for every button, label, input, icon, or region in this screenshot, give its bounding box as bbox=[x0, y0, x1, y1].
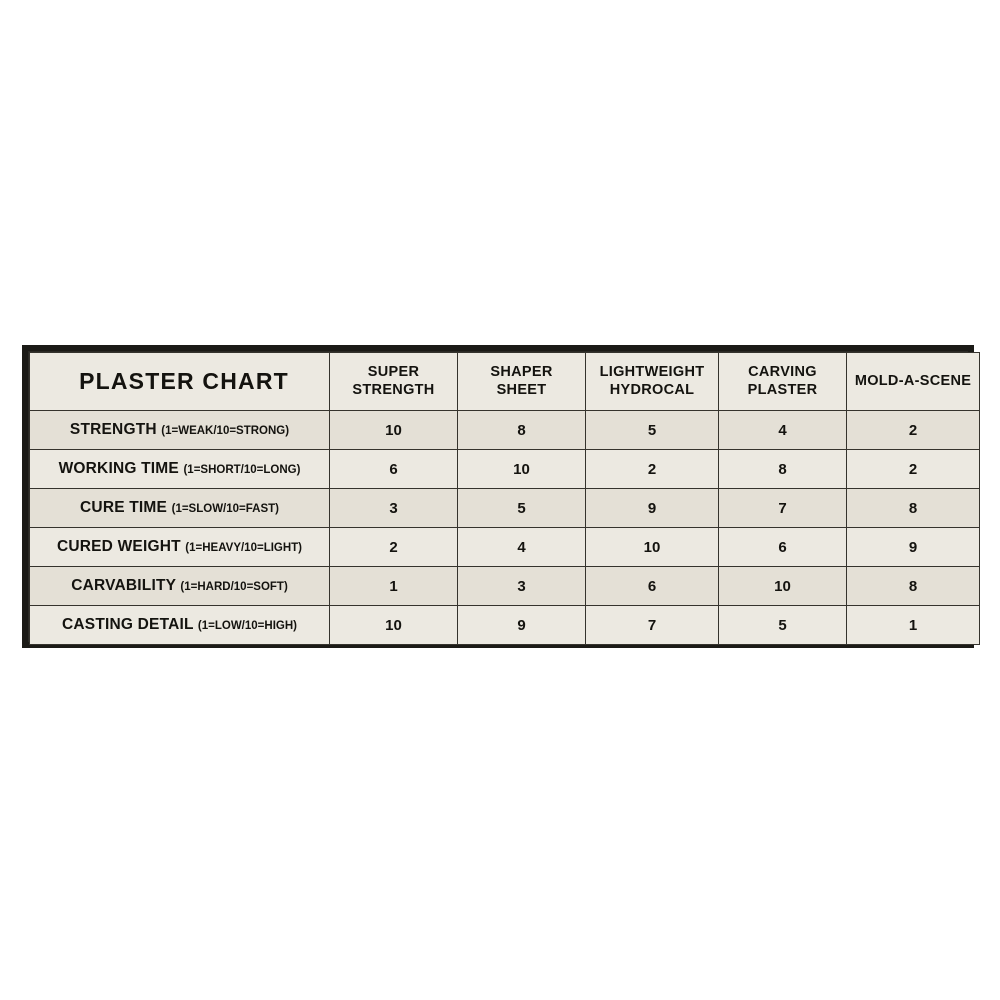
row-label-text: CURE TIME bbox=[80, 499, 168, 516]
cell-strength-super-strength: 10 bbox=[330, 411, 458, 450]
row-scale-text: (1=SHORT/10=LONG) bbox=[183, 464, 301, 476]
cell-casting-detail-carving-plaster: 5 bbox=[719, 606, 847, 645]
row-label-carvability bbox=[30, 567, 330, 606]
column-header-super-strength bbox=[330, 353, 458, 411]
cell-casting-detail-lightweight-hydrocal: 7 bbox=[586, 606, 719, 645]
row-label-working-time bbox=[30, 450, 330, 489]
chart-title: PLASTER CHART bbox=[30, 353, 330, 411]
table-row bbox=[30, 606, 980, 645]
row-label-casting-detail bbox=[30, 606, 330, 645]
cell-cured-weight-lightweight-hydrocal: 10 bbox=[586, 528, 719, 567]
cell-carvability-lightweight-hydrocal: 6 bbox=[586, 567, 719, 606]
row-label-cured-weight bbox=[30, 528, 330, 567]
table-row bbox=[30, 567, 980, 606]
plaster-chart-frame bbox=[22, 345, 974, 648]
cell-carvability-shaper-sheet: 3 bbox=[458, 567, 586, 606]
cell-cured-weight-carving-plaster: 6 bbox=[719, 528, 847, 567]
cell-working-time-shaper-sheet: 10 bbox=[458, 450, 586, 489]
row-label-text: CARVABILITY bbox=[71, 577, 176, 594]
cell-cured-weight-mold-a-scene: 9 bbox=[847, 528, 980, 567]
cell-casting-detail-mold-a-scene: 1 bbox=[847, 606, 980, 645]
cell-cure-time-super-strength: 3 bbox=[330, 489, 458, 528]
table-row bbox=[30, 411, 980, 450]
cell-cure-time-shaper-sheet: 5 bbox=[458, 489, 586, 528]
cell-casting-detail-super-strength: 10 bbox=[330, 606, 458, 645]
cell-cure-time-lightweight-hydrocal: 9 bbox=[586, 489, 719, 528]
column-header-line2: STRENGTH bbox=[352, 381, 435, 398]
cell-cure-time-carving-plaster: 7 bbox=[719, 489, 847, 528]
table-row bbox=[30, 528, 980, 567]
column-header-shaper-sheet bbox=[458, 353, 586, 411]
row-label-strength bbox=[30, 411, 330, 450]
cell-working-time-lightweight-hydrocal: 2 bbox=[586, 450, 719, 489]
column-header-line1: SUPER bbox=[367, 363, 420, 380]
column-header-lightweight-hydrocal bbox=[586, 353, 719, 411]
column-header-line1: MOLD-A-SCENE bbox=[854, 372, 972, 389]
cell-working-time-mold-a-scene: 2 bbox=[847, 450, 980, 489]
row-scale-text: (1=SLOW/10=FAST) bbox=[171, 503, 279, 515]
plaster-comparison-table bbox=[29, 352, 980, 645]
cell-cured-weight-super-strength: 2 bbox=[330, 528, 458, 567]
cell-casting-detail-shaper-sheet: 9 bbox=[458, 606, 586, 645]
row-label-text: STRENGTH bbox=[69, 421, 157, 438]
cell-cure-time-mold-a-scene: 8 bbox=[847, 489, 980, 528]
cell-strength-mold-a-scene: 2 bbox=[847, 411, 980, 450]
column-header-line1: LIGHTWEIGHT bbox=[599, 363, 705, 380]
row-label-cure-time bbox=[30, 489, 330, 528]
column-header-carving-plaster bbox=[719, 353, 847, 411]
cell-working-time-carving-plaster: 8 bbox=[719, 450, 847, 489]
table-row bbox=[30, 489, 980, 528]
cell-carvability-super-strength: 1 bbox=[330, 567, 458, 606]
column-header-line2: SHEET bbox=[496, 381, 547, 398]
cell-strength-shaper-sheet: 8 bbox=[458, 411, 586, 450]
cell-working-time-super-strength: 6 bbox=[330, 450, 458, 489]
row-label-text: CASTING DETAIL bbox=[62, 616, 194, 633]
row-scale-text: (1=HARD/10=SOFT) bbox=[180, 581, 288, 593]
table-header-row bbox=[30, 353, 980, 411]
row-label-text: CURED WEIGHT bbox=[56, 538, 181, 555]
column-header-line1: SHAPER bbox=[490, 363, 553, 380]
row-scale-text: (1=WEAK/10=STRONG) bbox=[161, 425, 290, 437]
column-header-line1: CARVING bbox=[748, 363, 817, 380]
column-header-line2: PLASTER bbox=[747, 381, 818, 398]
row-scale-text: (1=LOW/10=HIGH) bbox=[197, 620, 297, 632]
column-header-mold-a-scene bbox=[847, 353, 980, 411]
cell-carvability-carving-plaster: 10 bbox=[719, 567, 847, 606]
cell-cured-weight-shaper-sheet: 4 bbox=[458, 528, 586, 567]
plaster-chart-inner bbox=[28, 351, 972, 642]
column-header-line2: HYDROCAL bbox=[609, 381, 695, 398]
cell-strength-lightweight-hydrocal: 5 bbox=[586, 411, 719, 450]
cell-carvability-mold-a-scene: 8 bbox=[847, 567, 980, 606]
cell-strength-carving-plaster: 4 bbox=[719, 411, 847, 450]
row-label-text: WORKING TIME bbox=[58, 460, 179, 477]
table-row bbox=[30, 450, 980, 489]
row-scale-text: (1=HEAVY/10=LIGHT) bbox=[185, 542, 303, 554]
